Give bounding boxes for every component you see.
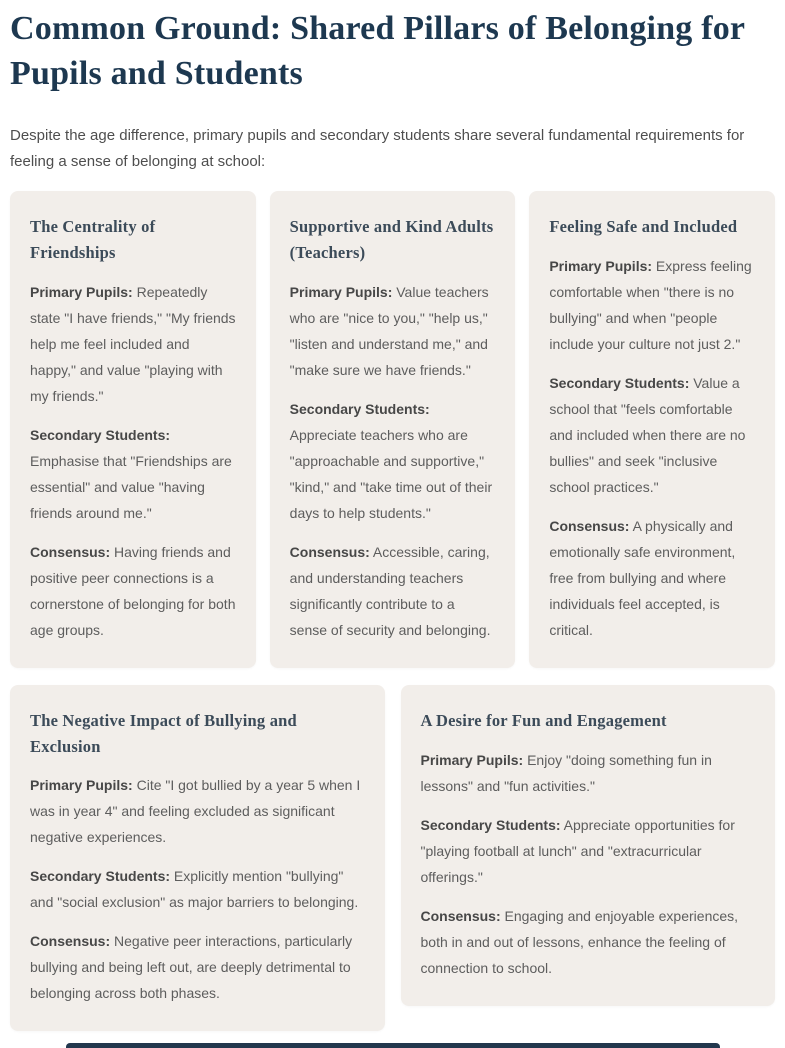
card-paragraph: [549, 370, 755, 500]
paragraph-text: Emphasise that "Friendships are essential" and value "having friends around me.": [30, 452, 232, 521]
paragraph-label: Consensus:: [30, 543, 111, 560]
card-paragraph: [549, 513, 755, 643]
card-title: Supportive and Kind Adults (Teachers): [289, 217, 494, 262]
paragraph-label: Primary Pupils:: [289, 283, 393, 300]
card-paragraph: [549, 253, 755, 357]
card-centrality-of-friendships: [10, 191, 256, 667]
paragraph-label: Consensus:: [289, 543, 370, 560]
paragraph-text: Accessible, caring, and understanding teachers significantly contribute to a sense of security and belonging.: [289, 543, 491, 638]
paragraph-label: Primary Pupils:: [420, 751, 524, 768]
card-feeling-safe-included: [529, 191, 775, 668]
paragraph-text: Value a school that "feels comfortable and included when there are no bullies" and seek "inclusive school practices.": [549, 375, 746, 495]
paragraph-label: Secondary Students:: [30, 426, 171, 443]
card-title: The Negative Impact of Bullying and Exclusion: [30, 711, 297, 756]
card-paragraph: [290, 396, 496, 526]
paragraph-text: Negative peer interactions, particularly bullying and being left out, are deeply detrimental to belonging across both phases.: [30, 933, 353, 1002]
paragraph-text: Engaging and enjoyable experiences, both in and out of lessons, enhance the feeling of connection to school.: [420, 907, 739, 976]
paragraph-text: Appreciate teachers who are "approachable and supportive," "kind," and "take time out of their days to help students.": [289, 426, 493, 521]
card-paragraph: [290, 279, 496, 383]
paragraph-label: Secondary Students:: [289, 400, 430, 417]
paragraph-text: A physically and emotionally safe environment, free from bullying and where individuals feel accepted, is critical.: [549, 518, 736, 638]
paragraph-label: Secondary Students:: [549, 375, 690, 391]
card-title: Feeling Safe and Included: [549, 217, 738, 237]
paragraph-text: Enjoy "doing something fun in lessons" and "fun activities.": [420, 751, 712, 794]
paragraph-label: Consensus:: [549, 518, 630, 534]
card-paragraph: [30, 279, 236, 409]
card-paragraph: [421, 812, 756, 890]
paragraph-label: Primary Pupils:: [549, 258, 653, 274]
paragraph-text: Appreciate opportunities for "playing football at lunch" and "extracurricular offerings.": [420, 816, 735, 885]
paragraph-text: Repeatedly state "I have friends," "My friends help me feel included and happy," and value "playing with my friends.": [30, 283, 236, 404]
card-paragraph: [30, 863, 365, 915]
card-paragraph: [30, 772, 365, 850]
card-paragraph: [421, 903, 756, 981]
pillar-cards-row-2: [10, 685, 775, 1031]
next-section-top-edge: [66, 1043, 720, 1048]
paragraph-label: Consensus:: [30, 933, 111, 950]
card-title: A Desire for Fun and Engagement: [420, 711, 667, 730]
paragraph-label: Secondary Students:: [420, 816, 561, 833]
card-paragraph: [421, 747, 756, 799]
paragraph-label: Primary Pupils:: [30, 283, 133, 300]
paragraph-label: Secondary Students:: [30, 868, 171, 885]
card-negative-impact-bullying: [10, 685, 385, 1031]
card-paragraph: [30, 928, 365, 1006]
card-paragraph: [30, 422, 236, 526]
card-paragraph: [290, 539, 496, 643]
paragraph-label: Consensus:: [420, 907, 501, 924]
paragraph-text: Value teachers who are "nice to you," "help us," "listen and understand me," and "make sure we have friends.": [289, 283, 489, 378]
card-title: The Centrality of Friendships: [30, 217, 156, 262]
card-paragraph: [30, 539, 236, 643]
paragraph-label: Primary Pupils:: [30, 777, 133, 794]
paragraph-text: Explicitly mention "bullying" and "social exclusion" as major barriers to belonging.: [30, 868, 359, 911]
card-desire-fun-engagement: [401, 685, 776, 1006]
card-supportive-kind-adults: [270, 191, 516, 667]
paragraph-text: Express feeling comfortable when "there is no bullying" and when "people include your culture not just 2.": [549, 258, 752, 352]
pillar-cards-row-1: [10, 191, 775, 668]
paragraph-text: Having friends and positive peer connections is a cornerstone of belonging for both age groups.: [30, 543, 236, 638]
intro-paragraph: Despite the age difference, primary pupils and secondary students share several fundamental requirements for feeling a sense of belonging at school:: [10, 127, 745, 171]
page-title: Common Ground: Shared Pillars of Belonging for Pupils and Students: [10, 10, 745, 93]
paragraph-text: Cite "I got bullied by a year 5 when I was in year 4" and feeling excluded as significant negative experiences.: [30, 777, 361, 846]
